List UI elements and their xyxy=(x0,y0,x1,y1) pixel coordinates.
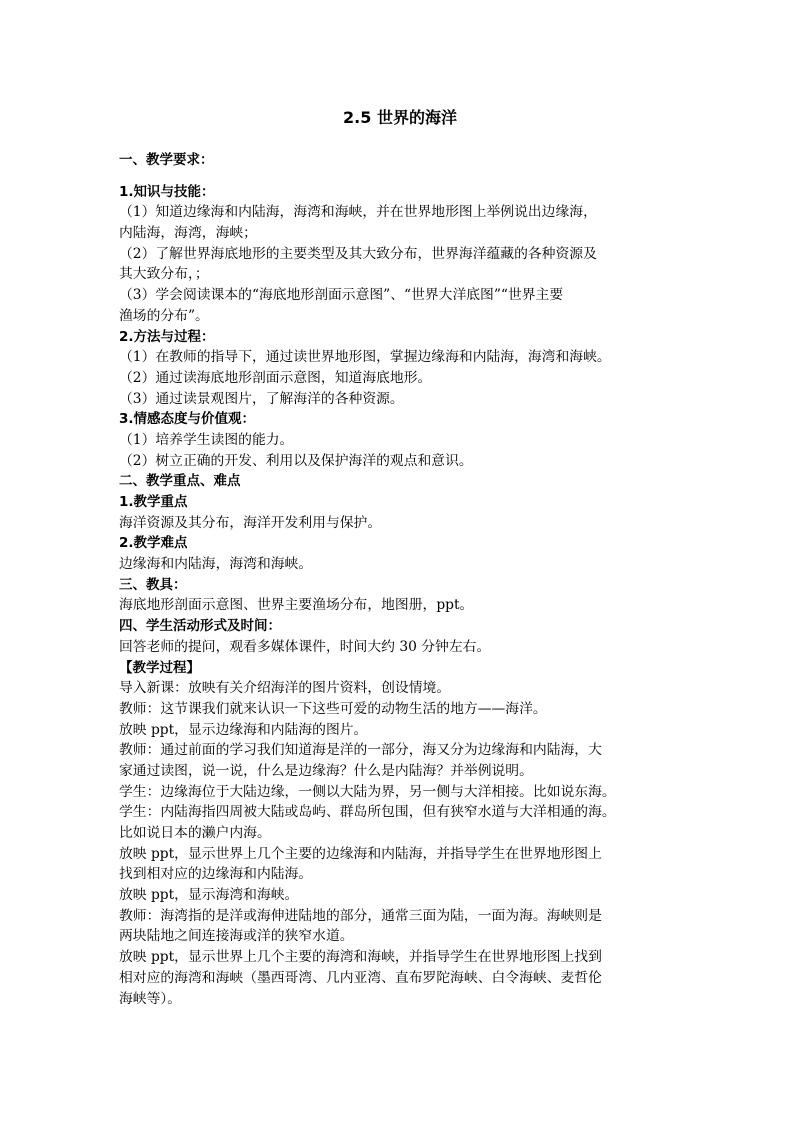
body-text-line: 放映 ppt，显示世界上几个主要的海湾和海峡，并指导学生在世界地形图上找到 xyxy=(119,949,602,966)
body-text-line: （2）通过读海底地形剖面示意图，知道海底地形。 xyxy=(119,369,432,386)
body-text-line: 海峡等）。 xyxy=(119,990,182,1007)
section-heading: 1.教学重点 xyxy=(119,494,188,510)
body-text-line: （1）培养学生读图的能力。 xyxy=(119,431,294,448)
body-text-line: 其大致分布，； xyxy=(119,266,209,283)
body-text-line: 学生：边缘海位于大陆边缘，一侧以大陆为界，另一侧与大洋相接。比如说东海。 xyxy=(119,783,616,800)
body-text-line: 放映 ppt，显示海湾和海峡。 xyxy=(119,887,299,904)
document-body xyxy=(119,150,681,1009)
body-text-line: 海洋资源及其分布，海洋开发利用与保护。 xyxy=(119,514,382,531)
body-text-line: （3）学会阅读课本的“海底地形剖面示意图”、“世界大洋底图”“世界主要 xyxy=(119,287,564,304)
body-text-line: 比如说日本的濑户内海。 xyxy=(119,825,271,841)
section-heading: 二、教学重点、难点 xyxy=(119,473,241,490)
body-text-line: 放映 ppt，显示边缘海和内陆海的图片。 xyxy=(119,721,368,738)
section-heading: 一、教学要求： xyxy=(119,152,214,168)
body-text-line: 教师：这节课我们就来认识一下这些可爱的动物生活的地方——海洋。 xyxy=(119,700,547,717)
body-text-line: 导入新课：放映有关介绍海洋的图片资料，创设情境。 xyxy=(119,680,451,697)
document-title: 2.5 世界的海洋 xyxy=(343,108,457,127)
body-text-line: （1）在教师的指导下，通过读世界地形图，掌握边缘海和内陆海，海湾和海峡。 xyxy=(119,349,611,366)
body-text-line: 海底地形剖面示意图、世界主要渔场分布，地图册，ppt。 xyxy=(119,597,474,614)
body-text-line: 渔场的分布”。 xyxy=(119,307,209,324)
body-text-line: 放映 ppt，显示世界上几个主要的边缘海和内陆海，并指导学生在世界地形图上 xyxy=(119,845,602,862)
body-text-line: 相对应的海湾和海峡（墨西哥湾、几内亚湾、直布罗陀海峡、白令海峡、麦哲伦 xyxy=(119,969,602,986)
section-heading: 【教学过程】 xyxy=(119,659,200,676)
body-text-line: （1）知道边缘海和内陆海，海湾和海峡，并在世界地形图上举例说出边缘海， xyxy=(119,204,597,221)
body-text-line: 内陆海，海湾，海峡； xyxy=(119,225,257,242)
body-text-line: 边缘海和内陆海，海湾和海峡。 xyxy=(119,556,313,573)
section-heading: 3.情感态度与价值观： xyxy=(119,411,256,428)
body-text-line: （2）树立正确的开发、利用以及保护海洋的观点和意识。 xyxy=(119,452,473,469)
body-text-line: （3）通过读景观图片，了解海洋的各种资源。 xyxy=(119,390,404,407)
body-text-line: 学生：内陆海指四周被大陆或岛屿、群岛所包围，但有狭窄水道与大洋相通的海。 xyxy=(119,804,616,821)
body-text-line: 教师：通过前面的学习我们知道海是洋的一部分，海又分为边缘海和内陆海，大 xyxy=(119,742,602,759)
body-text-line: 两块陆地之间连接海或洋的狭窄水道。 xyxy=(119,928,354,945)
body-text-line: 找到相对应的边缘海和内陆海。 xyxy=(119,866,313,883)
body-text-line: （2）了解世界海底地形的主要类型及其大致分布，世界海洋蕴藏的各种资源及 xyxy=(119,245,597,262)
section-heading: 1.知识与技能： xyxy=(119,183,215,200)
body-text-line: 回答老师的提问，观看多媒体课件，时间大约 30 分钟左右。 xyxy=(119,638,491,655)
section-heading: 2.方法与过程： xyxy=(119,328,215,345)
body-text-line: 教师：海湾指的是洋或海伸进陆地的部分，通常三面为陆，一面为海。海峡则是 xyxy=(119,907,602,924)
section-heading: 2.教学难点 xyxy=(119,535,188,552)
section-heading: 四、学生活动形式及时间： xyxy=(119,618,281,635)
section-heading: 三、教具： xyxy=(119,576,187,593)
body-text-line: 家通过读图，说一说，什么是边缘海？什么是内陆海？并举例说明。 xyxy=(119,762,533,779)
